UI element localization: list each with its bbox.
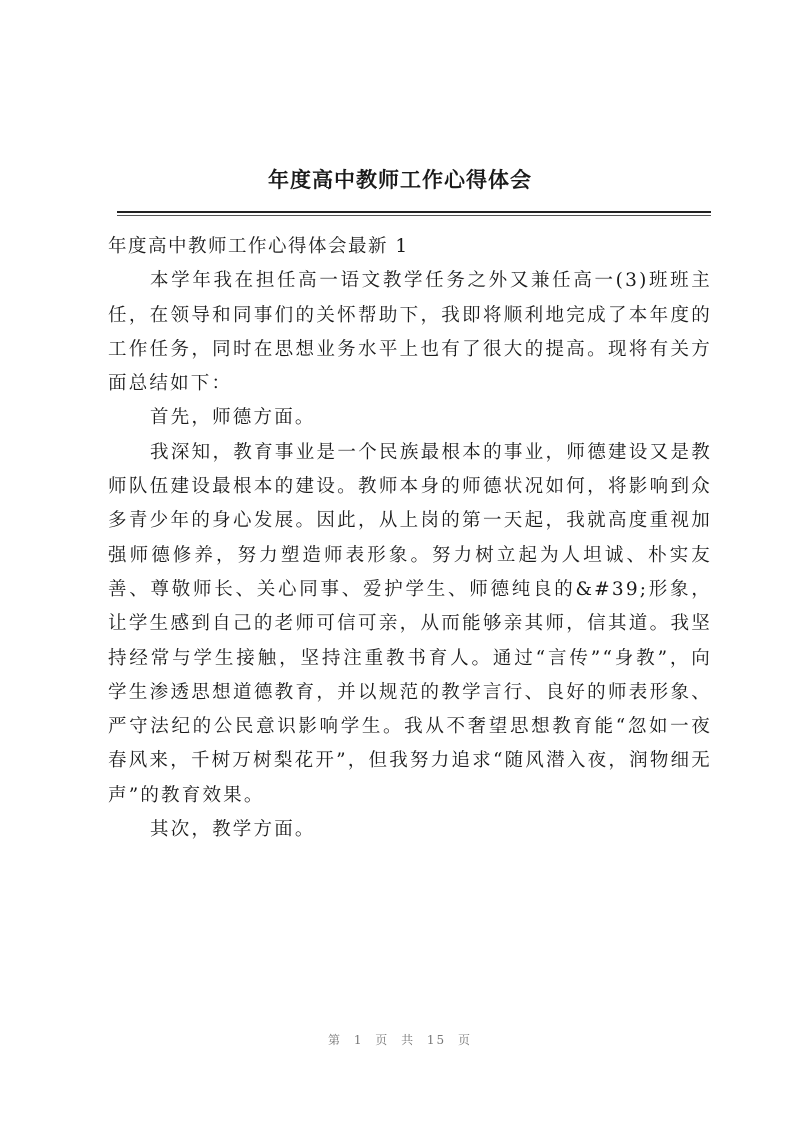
page-title: 年度高中教师工作心得体会 [268,168,532,192]
title-divider-thick [117,211,711,213]
paragraph-heading-ethics: 首先，师德方面。 [150,407,316,429]
paragraph-intro: 本学年我在担任高一语文教学任务之外又兼任高一(3)班班主任，在领导和同事们的关怀帮助下，我即将顺利地完成了本年度的工作任务，同时在思想业务水平上也有了很大的提高。现将有关方面总结如下： [108,270,712,395]
document-body [108,230,712,847]
section-subtitle: 年度高中教师工作心得体会最新 1 [108,236,409,257]
page-number: 第 1 页 共 15 页 [328,1033,472,1047]
paragraph-ethics: 我深知，教育事业是一个民族最根本的事业，师德建设又是教师队伍建设最根本的建设。教师本身的师德状况如何，将影响到众多青少年的身心发展。因此，从上岗的第一天起，我就高度重视加强师德修养，努力塑造师表形象。努力树立起为人坦诚、朴实友善、尊敬师长、关心同事、爱护学生、师德纯良的&#39;形象，让学生感到自己的老师可信可亲，从而能够亲其师，信其道。我坚持经常与学生接触，坚持注重教书育人。通过“言传”“身教”，向学生渗透思想道德教育，并以规范的教学言行、良好的师表形象、严守法纪的公民意识影响学生。我从不奢望思想教育能“忽如一夜春风来，千树万树梨花开”，但我努力追求“随风潜入夜，润物细无声”的教育效果。 [108,441,712,806]
paragraph-heading-teaching: 其次，教学方面。 [150,819,316,841]
title-divider-thin [117,215,711,216]
